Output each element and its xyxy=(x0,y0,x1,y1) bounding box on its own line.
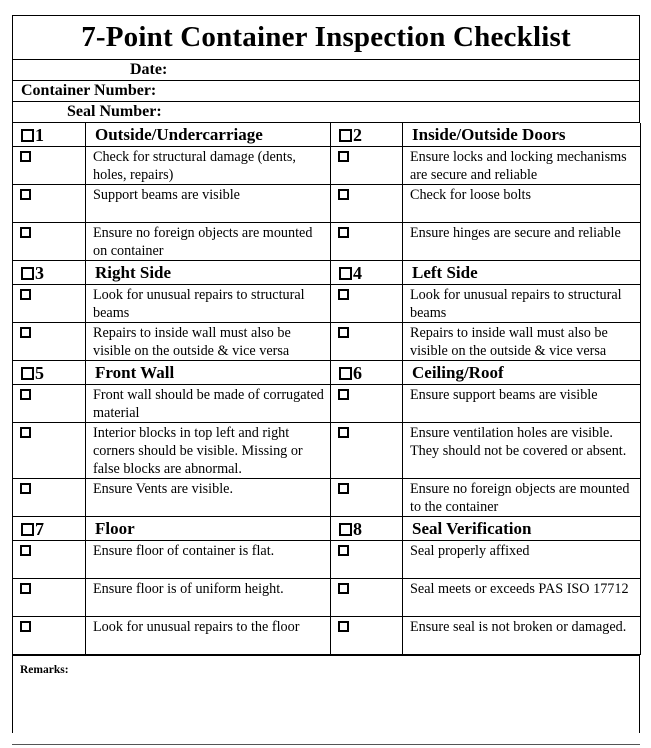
checklist-sheet xyxy=(12,15,640,733)
checkbox-cell xyxy=(13,385,86,423)
section-number: 7 xyxy=(35,519,44,539)
section-title: Right Side xyxy=(86,261,331,285)
checklist-item: Look for unusual repairs to the floor xyxy=(86,617,331,655)
checkbox-icon[interactable] xyxy=(20,327,31,338)
checkbox-cell xyxy=(13,479,86,517)
checkbox-icon[interactable] xyxy=(338,389,349,400)
checklist-item: Look for unusual repairs to structural beams xyxy=(86,285,331,323)
checklist-item: Front wall should be made of corrugated material xyxy=(86,385,331,423)
date-row[interactable] xyxy=(12,59,640,80)
checkbox-icon[interactable] xyxy=(20,545,31,556)
checklist-item: Repairs to inside wall must also be visible on the outside & vice versa xyxy=(86,323,331,361)
checkbox-cell xyxy=(13,223,86,261)
checkbox-cell xyxy=(331,479,403,517)
container-number-label: Container Number: xyxy=(21,82,157,99)
checkbox-icon[interactable] xyxy=(338,189,349,200)
section-number: 6 xyxy=(353,363,362,383)
checkbox-icon[interactable] xyxy=(20,583,31,594)
checkbox-icon[interactable] xyxy=(20,189,31,200)
checklist-item: Ensure ventilation holes are visible. They should not be covered or absent. xyxy=(403,423,641,479)
checkbox-icon[interactable] xyxy=(20,621,31,632)
section-title: Front Wall xyxy=(86,361,331,385)
checklist-item: Check for loose bolts xyxy=(403,185,641,223)
checklist-item: Ensure floor of container is flat. xyxy=(86,541,331,579)
section-title: Seal Verification xyxy=(403,517,641,541)
checklist-item: Support beams are visible xyxy=(86,185,331,223)
checklist-item: Ensure no foreign objects are mounted to the container xyxy=(403,479,641,517)
checklist-item: Interior blocks in top left and right corners should be visible. Missing or false blocks are abnormal. xyxy=(86,423,331,479)
checkbox-icon[interactable] xyxy=(20,389,31,400)
checklist-item: Seal meets or exceeds PAS ISO 17712 xyxy=(403,579,641,617)
checkbox-cell xyxy=(331,147,403,185)
checkbox-icon[interactable] xyxy=(338,151,349,162)
checkbox-icon[interactable] xyxy=(338,327,349,338)
checkbox-cell xyxy=(331,579,403,617)
remarks-area[interactable] xyxy=(12,655,640,733)
section-number: 2 xyxy=(353,125,362,145)
checkbox-icon[interactable] xyxy=(339,129,352,142)
checklist-item: Check for structural damage (dents, holes, repairs) xyxy=(86,147,331,185)
section-number: 1 xyxy=(35,125,44,145)
section-number-cell xyxy=(13,261,86,285)
section-number-cell xyxy=(331,517,403,541)
section-title: Left Side xyxy=(403,261,641,285)
bottom-divider xyxy=(12,744,640,745)
checkbox-icon[interactable] xyxy=(20,427,31,438)
checkbox-icon[interactable] xyxy=(338,545,349,556)
checkbox-icon[interactable] xyxy=(338,483,349,494)
checklist-item: Ensure floor is of uniform height. xyxy=(86,579,331,617)
seal-number-row[interactable] xyxy=(12,101,640,122)
checkbox-icon[interactable] xyxy=(21,367,34,380)
seal-number-label: Seal Number: xyxy=(67,103,162,120)
checkbox-icon[interactable] xyxy=(338,583,349,594)
section-number-cell xyxy=(13,361,86,385)
container-number-row[interactable] xyxy=(12,80,640,101)
checkbox-icon[interactable] xyxy=(339,267,352,280)
checkbox-icon[interactable] xyxy=(21,267,34,280)
section-number-cell xyxy=(331,123,403,147)
checkbox-icon[interactable] xyxy=(338,621,349,632)
checkbox-icon[interactable] xyxy=(21,523,34,536)
checklist-grid xyxy=(12,122,640,655)
checkbox-cell xyxy=(13,147,86,185)
checkbox-cell xyxy=(331,185,403,223)
checkbox-icon[interactable] xyxy=(20,227,31,238)
checkbox-icon[interactable] xyxy=(339,523,352,536)
checklist-item: Ensure locks and locking mechanisms are secure and reliable xyxy=(403,147,641,185)
section-number: 5 xyxy=(35,363,44,383)
date-label: Date: xyxy=(130,61,168,78)
checklist-item: Ensure no foreign objects are mounted on container xyxy=(86,223,331,261)
checkbox-cell xyxy=(13,323,86,361)
checkbox-cell xyxy=(331,541,403,579)
checkbox-icon[interactable] xyxy=(21,129,34,142)
section-number-cell xyxy=(13,517,86,541)
title-row xyxy=(12,15,640,59)
section-number-cell xyxy=(13,123,86,147)
section-title: Inside/Outside Doors xyxy=(403,123,641,147)
checkbox-cell xyxy=(331,423,403,479)
page-title: 7-Point Container Inspection Checklist xyxy=(81,21,571,53)
checkbox-icon[interactable] xyxy=(338,289,349,300)
checklist-item: Ensure hinges are secure and reliable xyxy=(403,223,641,261)
checkbox-cell xyxy=(331,617,403,655)
section-number: 3 xyxy=(35,263,44,283)
checkbox-cell xyxy=(331,223,403,261)
checkbox-icon[interactable] xyxy=(338,427,349,438)
checkbox-icon[interactable] xyxy=(20,289,31,300)
section-number-cell xyxy=(331,261,403,285)
checkbox-cell xyxy=(13,423,86,479)
checkbox-cell xyxy=(13,285,86,323)
section-title: Outside/Undercarriage xyxy=(86,123,331,147)
remarks-label: Remarks: xyxy=(20,664,69,676)
section-title: Ceiling/Roof xyxy=(403,361,641,385)
checklist-item: Seal properly affixed xyxy=(403,541,641,579)
checkbox-cell xyxy=(13,185,86,223)
checkbox-icon[interactable] xyxy=(338,227,349,238)
checklist-item: Ensure Vents are visible. xyxy=(86,479,331,517)
checklist-item: Ensure seal is not broken or damaged. xyxy=(403,617,641,655)
checkbox-cell xyxy=(13,579,86,617)
checkbox-icon[interactable] xyxy=(20,151,31,162)
section-number: 8 xyxy=(353,519,362,539)
checklist-item: Ensure support beams are visible xyxy=(403,385,641,423)
checklist-item: Repairs to inside wall must also be visible on the outside & vice versa xyxy=(403,323,641,361)
checkbox-cell xyxy=(331,385,403,423)
section-number-cell xyxy=(331,361,403,385)
checkbox-cell xyxy=(13,617,86,655)
checklist-item: Look for unusual repairs to structural beams xyxy=(403,285,641,323)
checkbox-cell xyxy=(13,541,86,579)
section-number: 4 xyxy=(353,263,362,283)
checkbox-icon[interactable] xyxy=(339,367,352,380)
checkbox-cell xyxy=(331,323,403,361)
checkbox-cell xyxy=(331,285,403,323)
section-title: Floor xyxy=(86,517,331,541)
checkbox-icon[interactable] xyxy=(20,483,31,494)
